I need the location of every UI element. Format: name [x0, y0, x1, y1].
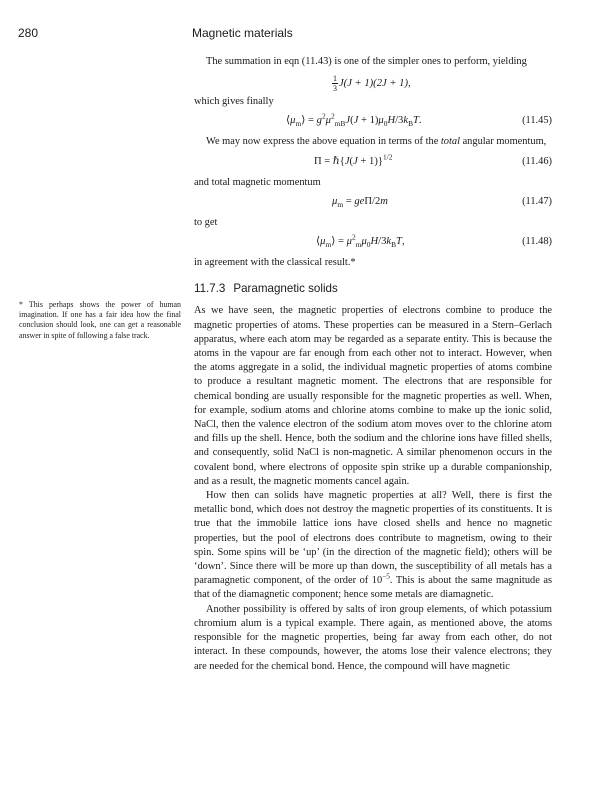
- section-number: 11.7.3: [194, 282, 226, 296]
- equation-number: (11.45): [522, 115, 552, 127]
- body-paragraph: How then can solids have magnetic properties at all? Well, there is first the metallic bond, which does not destroy the magnetic properties of its constituents. It is true that the immobile lattice ions have closed shells and hence no magnetic properties, but the pool of electrons does contribute to magnetism, owing to their spin. Some spins will be ‘up’ (in the direction of the magnetic field); others will be ‘down’. Since there will be more up than down, the susceptibility of all metals has a paramagnetic component, of the order of $10^{-5}$. This is about the same magnitude as that of the diamagnetic component; hence some metals are diamagnetic.: [194, 490, 552, 601]
- equation-number: (11.47): [522, 195, 552, 207]
- paragraph: to get: [194, 216, 218, 228]
- equation-11-46: [194, 150, 552, 176]
- section-heading: [194, 282, 552, 296]
- equation-expression: J(J + 1)(2J + 1),: [338, 78, 411, 90]
- equation-11-48: [194, 230, 552, 256]
- equation-expression: $\mu_m = ge\Pi/2m$: [332, 195, 388, 209]
- equation-expression: Π = ℏ{J(J + 1)}$^{1/2}$: [314, 152, 393, 167]
- equation-summation: [194, 69, 552, 95]
- equation-11-45: [194, 109, 552, 135]
- fraction: $\frac{1}{3}$: [333, 74, 337, 94]
- main-column: [194, 55, 552, 674]
- paragraph: and total magnetic momentum: [194, 176, 321, 188]
- section-title: Paramagnetic solids: [233, 282, 338, 296]
- paragraph: in agreement with the classical result.*: [194, 257, 356, 269]
- sidenote-text: * This perhaps shows the power of human imagination. If one has a fair idea how the final conclusion should look, one can get a reasonable answer in spite of following a false track.: [19, 300, 181, 340]
- equation-expression: $⟨\mu_m⟩ = \mu^2_m\mu_0H/3k_BT$,: [316, 232, 405, 250]
- equation-number: (11.48): [522, 236, 552, 248]
- paragraph: We may now express the above equation in terms of the total angular momentum,: [206, 136, 547, 148]
- body-paragraph: Another possibility is offered by salts of iron group elements, of which potassium chromium alum is a typical example. There again, as mentioned above, the atoms responsible for the magnetic properties, being far away from each other, do not interact. In these compounds, however, the atoms lose their valence electrons; they are needed for the chemical bond. Hence, the compound will have magnetic: [194, 603, 552, 672]
- running-head: Magnetic materials: [192, 26, 293, 40]
- page-number: 280: [18, 26, 39, 40]
- equation-number: (11.46): [522, 155, 552, 167]
- paragraph: The summation in eqn (11.43) is one of the simpler ones to perform, yielding: [206, 56, 527, 67]
- body-paragraph: As we have seen, the magnetic properties of electrons combine to produce the magnetic properties of atoms. These properties can be measured in a Stern–Gerlach apparatus, where each atom may be regarded as a separate entity. This is because the atoms in the vapour are far enough from each other not to interact. However, when the atoms aggregate in a solid, the individual magnetic properties of atoms combine to produce a resultant magnetic moment. The electrons that are responsible for chemical bonding are usually responsible for the magnetic properties as well. When, for example, sodium atoms and chlorine atoms combine to make up the ionic solid, NaCl, then the valence electron of the sodium atom moves over to the chlorine atom and fills up the shell. Hence, both the sodium and the chlorine ions have filled shells, and consequently, solid NaCl is non-magnetic. A similar phenomenon occurs in the covalent bond, where electrons of opposite spin strike up a durable companionship, and as a result, the magnetic moments cancel again.: [194, 305, 552, 487]
- equation-11-47: [194, 190, 552, 216]
- sidenote: [19, 300, 181, 341]
- equation-expression: $⟨\mu_m⟩ = g^2\mu^2_{mB}J(J + 1)\mu_0H/3k_BT$.: [286, 111, 422, 129]
- paragraph: which gives finally: [194, 96, 274, 108]
